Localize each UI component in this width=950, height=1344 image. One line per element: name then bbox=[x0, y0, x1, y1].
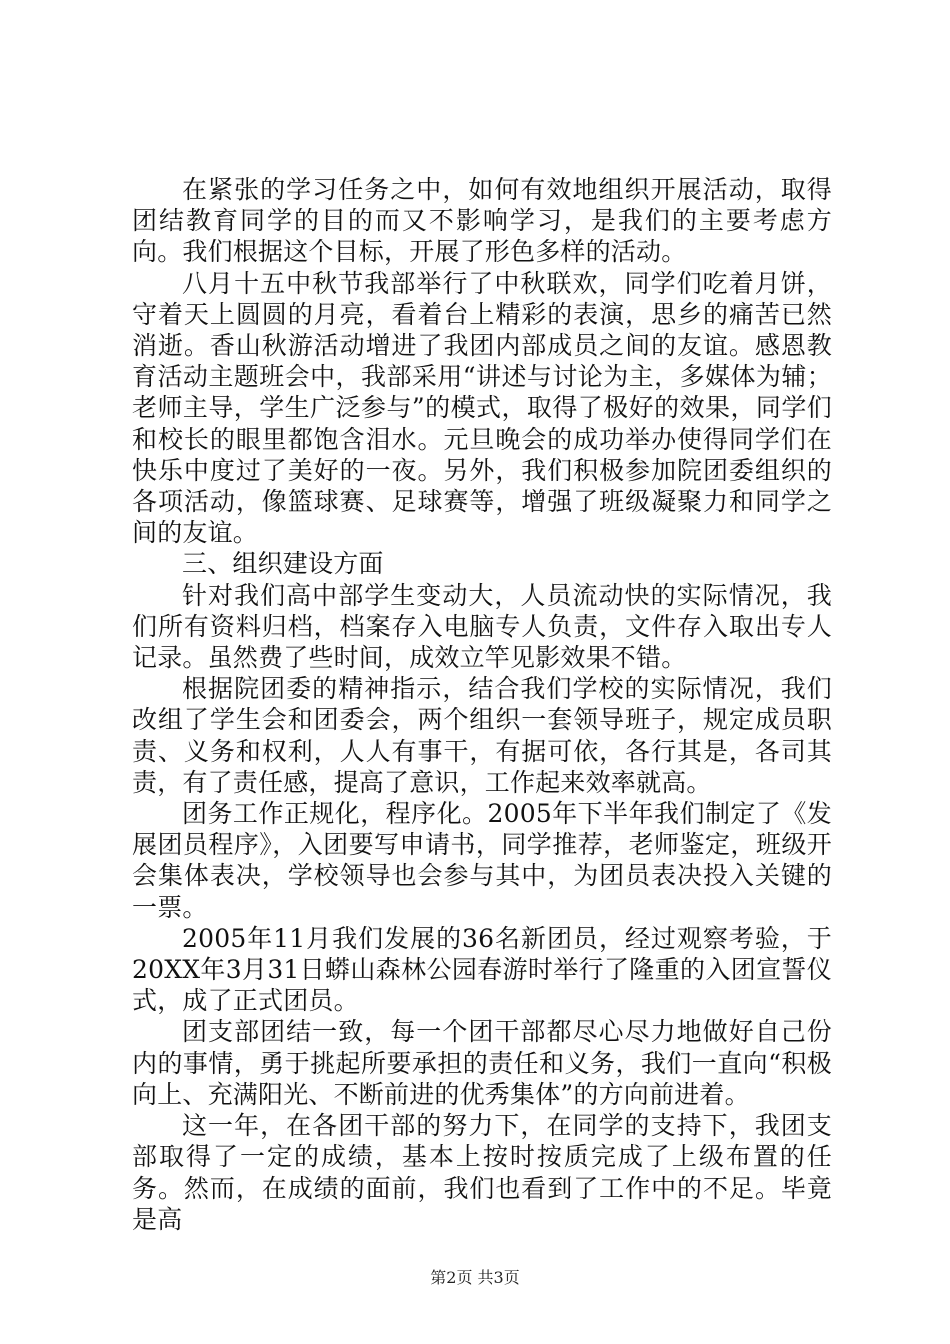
paragraph-reorganization: 根据院团委的精神指示，结合我们学校的实际情况，我们改组了学生会和团委会，两个组织一套领导班子，规定成员职责、义务和权利，人人有事干，有据可依，各行其是，各司其责，有了责任感，提高了意识，工作起来效率就高。 bbox=[132, 674, 832, 797]
paragraph-unity: 团支部团结一致，每一个团干部都尽心尽力地做好自己份内的事情，勇于挑起所要承担的责任和义务，我们一直向“积极向上、充满阳光、不断前进的优秀集体”的方向前进着。 bbox=[132, 1017, 832, 1109]
document-body bbox=[132, 174, 832, 1235]
page-footer: 第2页 共3页 bbox=[430, 1268, 520, 1287]
paragraph-archives: 针对我们高中部学生变动大，人员流动快的实际情况，我们所有资料归档，档案存入电脑专人负责，文件存入取出专人记录。虽然费了些时间，成效立竿见影效果不错。 bbox=[132, 580, 832, 673]
paragraph-new-members: 2005年11月我们发展的36名新团员，经过观察考验，于20XX年3月31日蟒山森林公园春游时举行了隆重的入团宣誓仪式，成了正式团员。 bbox=[132, 923, 832, 1016]
paragraph-activities-intro: 在紧张的学习任务之中，如何有效地组织开展活动，取得团结教育同学的目的而又不影响学习，是我们的主要考虑方向。我们根据这个目标，开展了形色多样的活动。 bbox=[132, 175, 832, 267]
paragraph-procedures: 团务工作正规化，程序化。2005年下半年我们制定了《发展团员程序》，入团要写申请书，同学推荐，老师鉴定，班级开会集体表决，学校领导也会参与其中，为团员表决投入关键的一票。 bbox=[132, 799, 832, 922]
paragraph-mid-autumn-events: 八月十五中秋节我部举行了中秋联欢，同学们吃着月饼，守着天上圆圆的月亮，看着台上精彩的表演，思乡的痛苦已然消逝。香山秋游活动增进了我团内部成员之间的友谊。感恩教育活动主题班会中，我部采用“讲述与讨论为主，多媒体为辅；老师主导，学生广泛参与”的模式，取得了极好的效果，同学们和校长的眼里都饱含泪水。元旦晚会的成功举办使得同学们在快乐中度过了美好的一夜。另外，我们积极参加院团委组织的各项活动，像篮球赛、足球赛等，增强了班级凝聚力和同学之间的友谊。 bbox=[132, 268, 832, 548]
section-heading-organization: 三、组织建设方面 bbox=[182, 549, 384, 579]
paragraph-summary: 这一年，在各团干部的努力下，在同学的支持下，我团支部取得了一定的成绩，基本上按时按质完成了上级布置的任务。然而，在成绩的面前，我们也看到了工作中的不足。毕竟是高 bbox=[132, 1111, 832, 1234]
